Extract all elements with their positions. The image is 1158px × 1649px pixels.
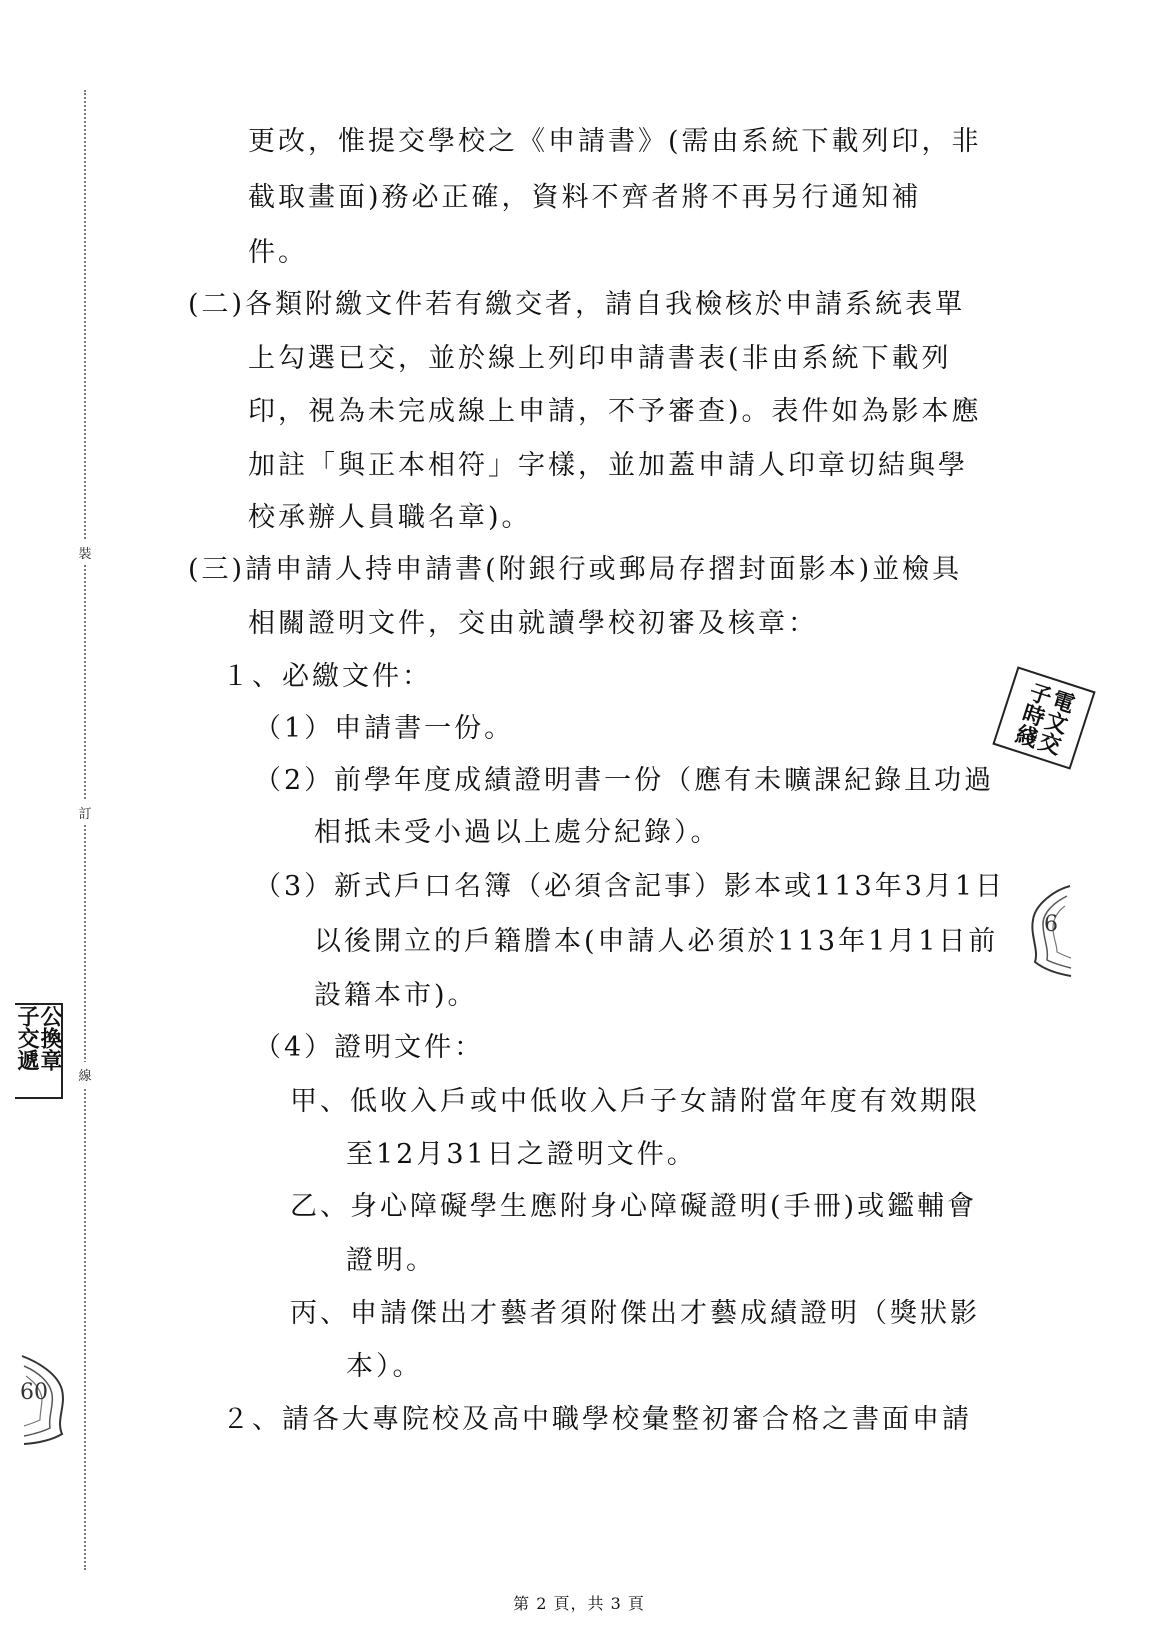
binding-dotted-line — [84, 90, 86, 1570]
left-edge-stamp — [15, 1003, 63, 1099]
text-line-3: 件。 — [248, 237, 308, 268]
text-line-19: 甲、低收入戶或中低收入戶子女請附當年度有效期限 — [290, 1086, 980, 1117]
text-line-9: (三)請申請人持申請書(附銀行或郵局存摺封面影本)並檢具 — [188, 554, 963, 585]
text-line-20: 至12月31日之證明文件。 — [346, 1139, 697, 1170]
text-line-13: （2）前學年度成績證明書一份（應有未曠課紀錄且功過 — [254, 765, 995, 796]
text-line-15: （3）新式戶口名簿（必須含記事）影本或113年3月1日 — [254, 871, 1006, 902]
text-line-6: 印，視為未完成線上申請，不予審查)。表件如為影本應 — [248, 396, 982, 427]
text-line-2: 截取畫面)務必正確，資料不齊者將不再另行通知補 — [248, 182, 922, 213]
text-line-18: （4）證明文件： — [254, 1032, 485, 1063]
text-line-8: 校承辦人員職名章)。 — [248, 502, 532, 533]
binding-mark-zhuang: 裝 — [78, 540, 92, 565]
text-line-21: 乙、身心障礙學生應附身心障礙證明(手冊)或鑑輔會 — [290, 1191, 978, 1222]
page-footer: 第 2 頁，共 3 頁 — [513, 1594, 645, 1613]
text-line-1: 更改，惟提交學校之《申請書》(需由系統下載列印，非 — [248, 126, 982, 157]
right-stamp-text: 電文交 子時綫 — [1010, 678, 1078, 758]
text-line-14: 相抵未受小過以上處分紀錄）。 — [314, 817, 721, 848]
left-seal-number: 60 — [20, 1380, 48, 1405]
text-line-16: 以後開立的戶籍謄本(申請人必須於113年1月1日前 — [314, 926, 999, 957]
text-line-4: (二)各類附繳文件若有繳交者，請自我檢核於申請系統表單 — [188, 289, 966, 320]
right-edge-stamp — [992, 666, 1095, 769]
text-line-22: 證明。 — [346, 1245, 436, 1276]
text-line-24: 本）。 — [346, 1351, 423, 1382]
text-line-25: ２、請各大專院校及高中職學校彙整初審合格之書面申請 — [222, 1404, 972, 1435]
text-line-5: 上勾選已交，並於線上列印申請書表(非由系統下載列 — [248, 343, 952, 374]
binding-mark-xian: 線 — [78, 1062, 92, 1087]
binding-mark-ding: 訂 — [78, 800, 92, 825]
text-line-12: （1）申請書一份。 — [254, 713, 515, 744]
text-line-7: 加註「與正本相符」字樣，並加蓋申請人印章切結與學 — [248, 450, 968, 481]
left-stamp-text: 公換章 子交遞 — [14, 1005, 63, 1071]
text-line-11: １、必繳文件： — [222, 661, 432, 692]
text-line-10: 相關證明文件，交由就讀學校初審及核章： — [248, 608, 818, 639]
right-seal-number: 6 — [1044, 912, 1058, 937]
text-line-17: 設籍本市)。 — [314, 980, 478, 1011]
text-line-23: 丙、申請傑出才藝者須附傑出才藝成績證明（獎狀影 — [290, 1298, 980, 1329]
